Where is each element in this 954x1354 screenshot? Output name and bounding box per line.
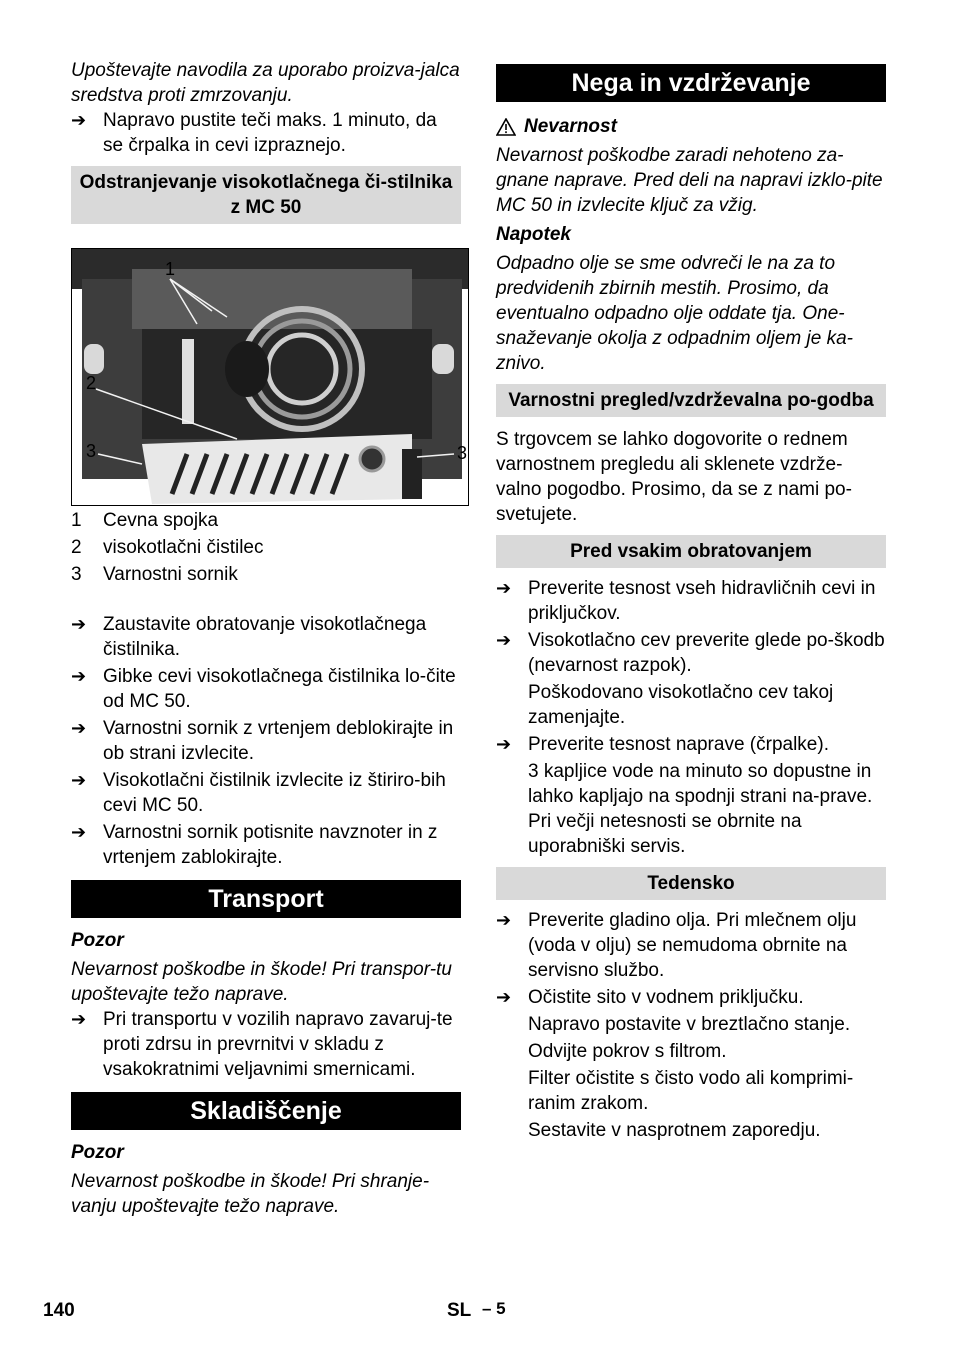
step-item: ➔ Visokotlačno cev preverite glede po-škodb (nevarnost razpok). [496,630,885,676]
step-item: ➔ Preverite gladino olja. Pri mlečnem olju (voda v olju) se nemudoma obrnite na servisno službo. [496,910,857,981]
warning-triangle-icon [496,118,516,136]
callout-3-right: 3 [457,443,468,463]
machine-illustration [72,249,469,506]
caution-label: Pozor [71,1142,124,1163]
step-text: Napravo pustite teči maks. 1 minuto, da se črpalka in cevi izpraznejo. [103,110,437,156]
step-note: Napravo postavite v breztlačno stanje. [528,1014,851,1035]
legend-item: 2 visokotlačni čistilec [71,537,264,558]
step-note: Sestavite v nasprotnem zaporedju. [528,1120,821,1141]
arrow-icon: ➔ [71,614,87,635]
callout-3-left: 3 [86,441,97,461]
step-item: ➔ Varnostni sornik z vrtenjem deblokirajte in ob strani izvlecite. [71,718,454,764]
arrow-icon: ➔ [71,666,87,687]
page-number: 140 [43,1300,75,1321]
sub-page-number: – 5 [482,1299,506,1318]
arrow-icon: ➔ [71,1009,87,1030]
caution-label: Pozor [71,930,124,951]
heading-storage: Skladiščenje [71,1092,461,1130]
step-item: ➔ Varnostni sornik potisnite navznoter in z vrtenjem zablokirajte. [71,822,438,868]
legend-item: 3 Varnostni sornik [71,564,238,585]
language-code: SL [447,1300,472,1321]
step-item: ➔ Zaustavite obratovanje visokotlačnega čistilnika. [71,614,427,660]
step-item: ➔ Očistite sito v vodnem priključku. [496,987,804,1008]
note-label: Napotek [496,224,571,245]
step-item [71,108,461,158]
step-item: ➔ Preverite tesnost vseh hidravličnih cevi in priključkov. [496,578,876,624]
arrow-icon: ➔ [71,718,87,739]
heading-care-maintenance: Nega in vzdrževanje [496,64,886,102]
step-item: ➔ Preverite tesnost naprave (črpalke). [496,734,829,755]
heading-transport: Transport [71,880,461,918]
arrow-icon: ➔ [496,910,512,931]
heading-weekly: Tedensko [496,867,886,900]
antifreeze-note: Upoštevajte navodila za uporabo proizva-jalca sredstva proti zmrzovanju. [71,60,460,106]
heading-before-operation: Pred vsakim obratovanjem [496,535,886,568]
left-column [71,58,468,1219]
arrow-icon: ➔ [496,987,512,1008]
section-heading-remove-cleaner: Odstranjevanje visokotlačnega či-stilnika z MC 50 [71,166,461,224]
step-note: 3 kapljice vode na minuto so dopustne in lahko kapljajo na spodnji strani na-prave. Pri večji netesnosti se obrnite na uporabniški servis. [528,761,873,857]
arrow-icon: ➔ [71,110,87,131]
step-item: ➔ Gibke cevi visokotlačnega čistilnika lo-čite od MC 50. [71,666,456,712]
danger-label-row [496,114,886,139]
arrow-icon: ➔ [496,734,512,755]
arrow-icon: ➔ [71,822,87,843]
callout-2: 2 [86,373,97,393]
step-note: Poškodovano visokotlačno cev takoj zamenjajte. [528,682,834,728]
danger-label: Nevarnost [524,116,617,137]
safety-text: S trgovcem se lahko dogovorite o rednem varnostnem pregledu ali sklenete vzdrže-valno pogodbo. Prosimo, da se z nami po-svetujete. [496,429,852,525]
step-item: ➔ Pri transportu v vozilih napravo zavaruj-te proti zdrsu in prevrnitvi v skladu z vsakokratnimi veljavnimi smernicami. [71,1009,453,1080]
arrow-icon: ➔ [496,578,512,599]
danger-text: Nevarnost poškodbe zaradi nehoteno za-gnane naprave. Pred deli na napravi izklo-pite MC 50 in izvlecite ključ za vžig. [496,145,883,216]
step-note: Odvijte pokrov s filtrom. [528,1041,727,1062]
caution-text: Nevarnost poškodbe in škode! Pri shranje-vanju upoštevajte težo naprave. [71,1171,430,1217]
arrow-icon: ➔ [496,630,512,651]
step-item: ➔ Visokotlačni čistilnik izvlecite iz štiriro-bih cevi MC 50. [71,770,446,816]
right-column [496,64,886,1143]
figure-cleaner-mount [71,248,469,506]
caution-text: Nevarnost poškodbe in škode! Pri transpor-tu upoštevajte težo naprave. [71,959,452,1005]
removal-steps [71,612,461,870]
step-note: Filter očistite s čisto vodo ali komprimi-ranim zrakom. [528,1068,854,1114]
arrow-icon: ➔ [71,770,87,791]
legend-item: 1 Cevna spojka [71,510,219,531]
figure-legend [71,508,461,587]
note-text: Odpadno olje se sme odvreči le na za to predvidenih zbirnih mestih. Prosimo, da eventualno odpadno olje oddate tja. One-snaževanje okolja z odpadnim oljem je ka-znivo. [496,253,853,374]
heading-safety-check: Varnostni pregled/vzdrževalna po-godba [496,384,886,417]
callout-1: 1 [165,259,176,279]
